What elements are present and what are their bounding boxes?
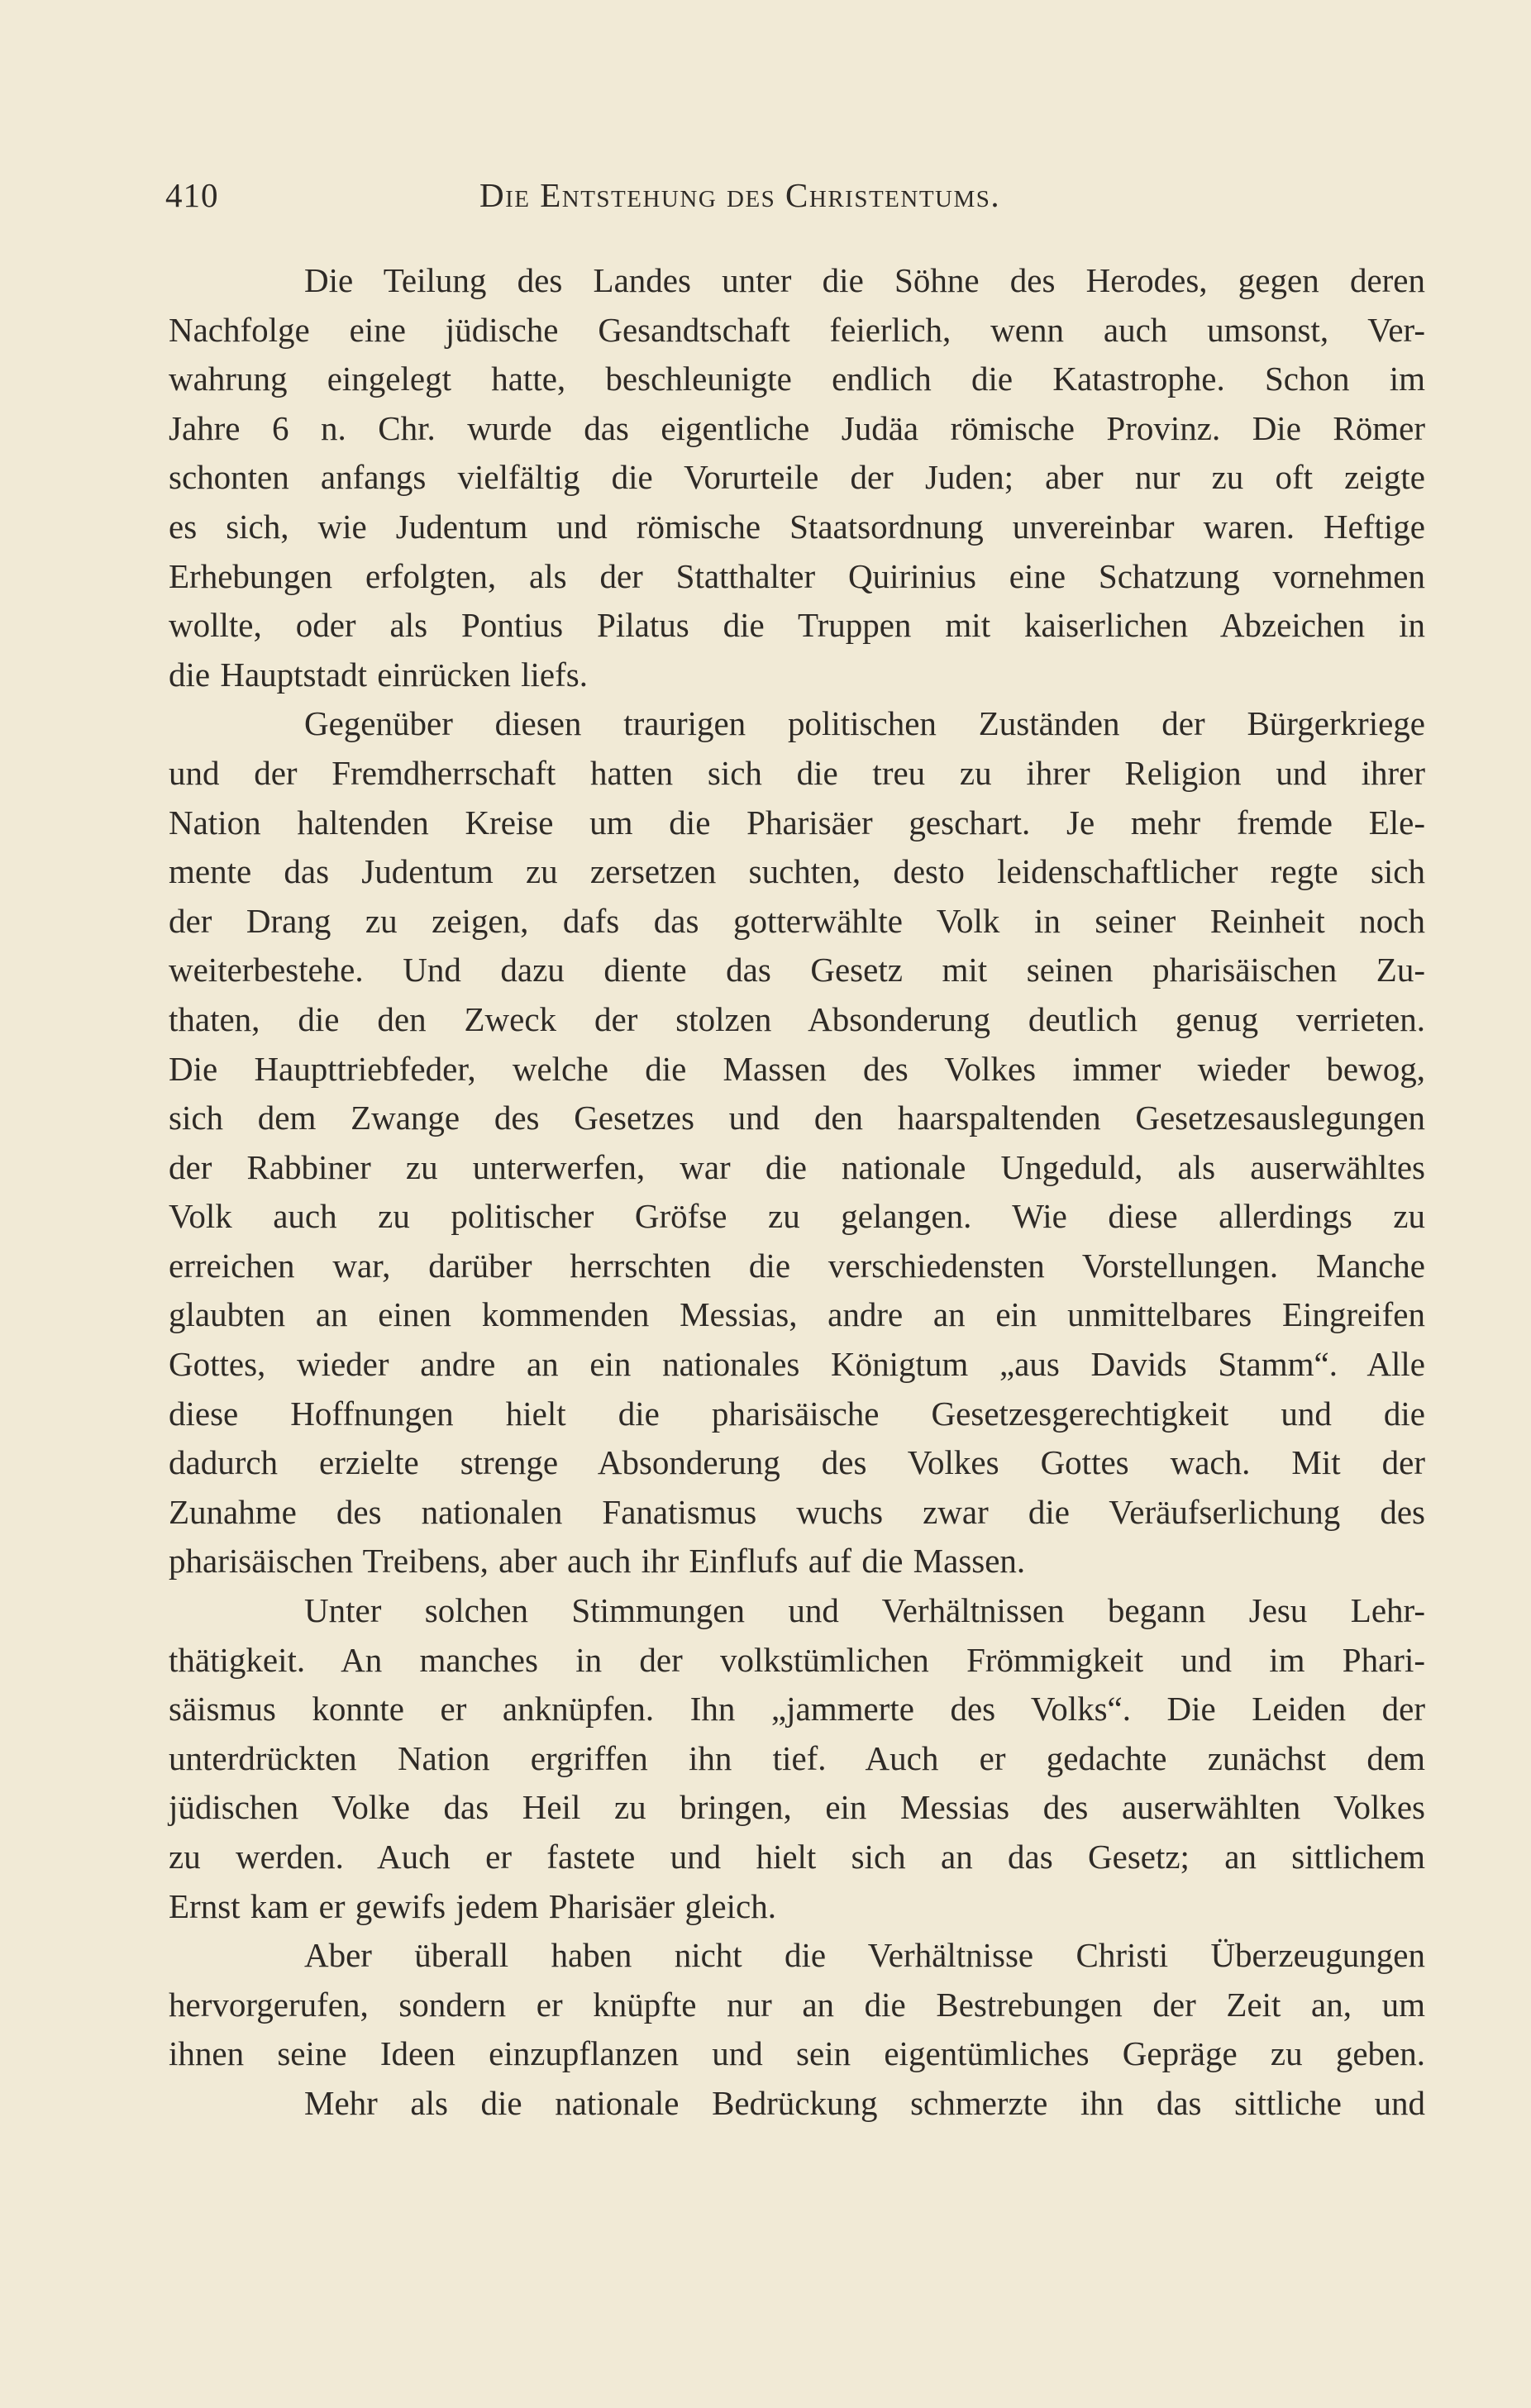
text-line: weiterbestehe. Und dazu diente das Gesetz mit seinen pharisäischen Zu- [169,951,1425,989]
text-line: thaten, die den Zweck der stolzen Absonderung deutlich genug verrieten. [169,999,1425,1038]
text-line: der Rabbiner zu unterwerfen, war die nationale Ungeduld, als auserwähltes [169,1147,1425,1186]
text-line: der Drang zu zeigen, dafs das gotterwählte Volk in seiner Reinheit noch [169,901,1425,940]
text-line: es sich, wie Judentum und römische Staatsordnung unvereinbar waren. Heftige [169,507,1425,546]
page-header [165,175,1372,222]
text-line: Die Teilung des Landes unter die Söhne des Herodes, gegen deren [304,261,1425,299]
text-line: sich dem Zwange des Gesetzes und den haarspaltenden Gesetzesauslegungen [169,1099,1425,1137]
text-line: hervorgerufen, sondern er knüpfte nur an die Bestrebungen der Zeit an, um [169,1985,1425,2024]
text-line: Gegenüber diesen traurigen politischen Zuständen der Bürgerkriege [304,704,1425,743]
text-line: glaubten an einen kommenden Messias, andre an ein unmittelbares Eingreifen [169,1295,1425,1334]
text-line: Unter solchen Stimmungen und Verhältnissen begann Jesu Lehr- [304,1591,1425,1630]
page-number: 410 [165,176,219,214]
text-line: schonten anfangs vielfältig die Vorurteile der Juden; aber nur zu oft zeigte [169,458,1425,497]
text-line: säismus konnte er anknüpfen. Ihn „jammerte des Volks“. Die Leiden der [169,1690,1425,1729]
text-line: zu werden. Auch er fastete und hielt sich an das Gesetz; an sittlichem [169,1838,1425,1876]
text-line: Zunahme des nationalen Fanatismus wuchs zwar die Veräufserlichung des [169,1492,1425,1531]
text-line: ihnen seine Ideen einzupflanzen und sein eigentümliches Gepräge zu geben. [169,2034,1425,2073]
text-line: diese Hoffnungen hielt die pharisäische Gesetzesgerechtigkeit und die [169,1394,1425,1433]
text-line: thätigkeit. An manches in der volkstümlichen Frömmigkeit und im Phari- [169,1640,1425,1679]
text-line: dadurch erzielte strenge Absonderung des Volkes Gottes wach. Mit der [169,1443,1425,1482]
text-line: pharisäischen Treibens, aber auch ihr Einflufs auf die Massen. [169,1542,1026,1581]
running-title: Die Entstehung des Christentums. [479,176,1001,214]
text-line: die Hauptstadt einrücken liefs. [169,655,588,694]
text-line: Volk auch zu politischer Gröfse zu gelangen. Wie diese allerdings zu [169,1197,1425,1236]
text-line: Die Haupttriebfeder, welche die Massen des Volkes immer wieder bewog, [169,1049,1425,1088]
text-line: Erhebungen erfolgten, als der Statthalter Quirinius eine Schatzung vornehmen [169,556,1425,595]
text-line: mente das Judentum zu zersetzen suchten, desto leidenschaftlicher regte sich [169,852,1425,891]
text-line: jüdischen Volke das Heil zu bringen, ein Messias des auserwählten Volkes [169,1788,1425,1827]
text-line: Aber überall haben nicht die Verhältnisse Christi Überzeugungen [304,1936,1425,1975]
body-text [169,256,1425,2129]
text-line: und der Fremdherrschaft hatten sich die treu zu ihrer Religion und ihrer [169,753,1425,792]
text-line: unterdrückten Nation ergriffen ihn tief. Auch er gedachte zunächst dem [169,1738,1425,1777]
text-line: Nation haltenden Kreise um die Pharisäer geschart. Je mehr fremde Ele- [169,803,1425,842]
text-line: wahrung eingelegt hatte, beschleunigte endlich die Katastrophe. Schon im [169,360,1425,398]
text-line: Mehr als die nationale Bedrückung schmerzte ihn das sittliche und [304,2083,1425,2122]
text-line: Jahre 6 n. Chr. wurde das eigentliche Judäa römische Provinz. Die Römer [169,408,1425,447]
text-line: Ernst kam er gewifs jedem Pharisäer gleich. [169,1886,776,1925]
text-line: wollte, oder als Pontius Pilatus die Truppen mit kaiserlichen Abzeichen in [169,606,1425,645]
text-line: Nachfolge eine jüdische Gesandtschaft feierlich, wenn auch umsonst, Ver- [169,310,1425,349]
text-line: erreichen war, darüber herrschten die verschiedensten Vorstellungen. Manche [169,1246,1425,1285]
text-line: Gottes, wieder andre an ein nationales Königtum „aus Davids Stamm“. Alle [169,1345,1425,1384]
